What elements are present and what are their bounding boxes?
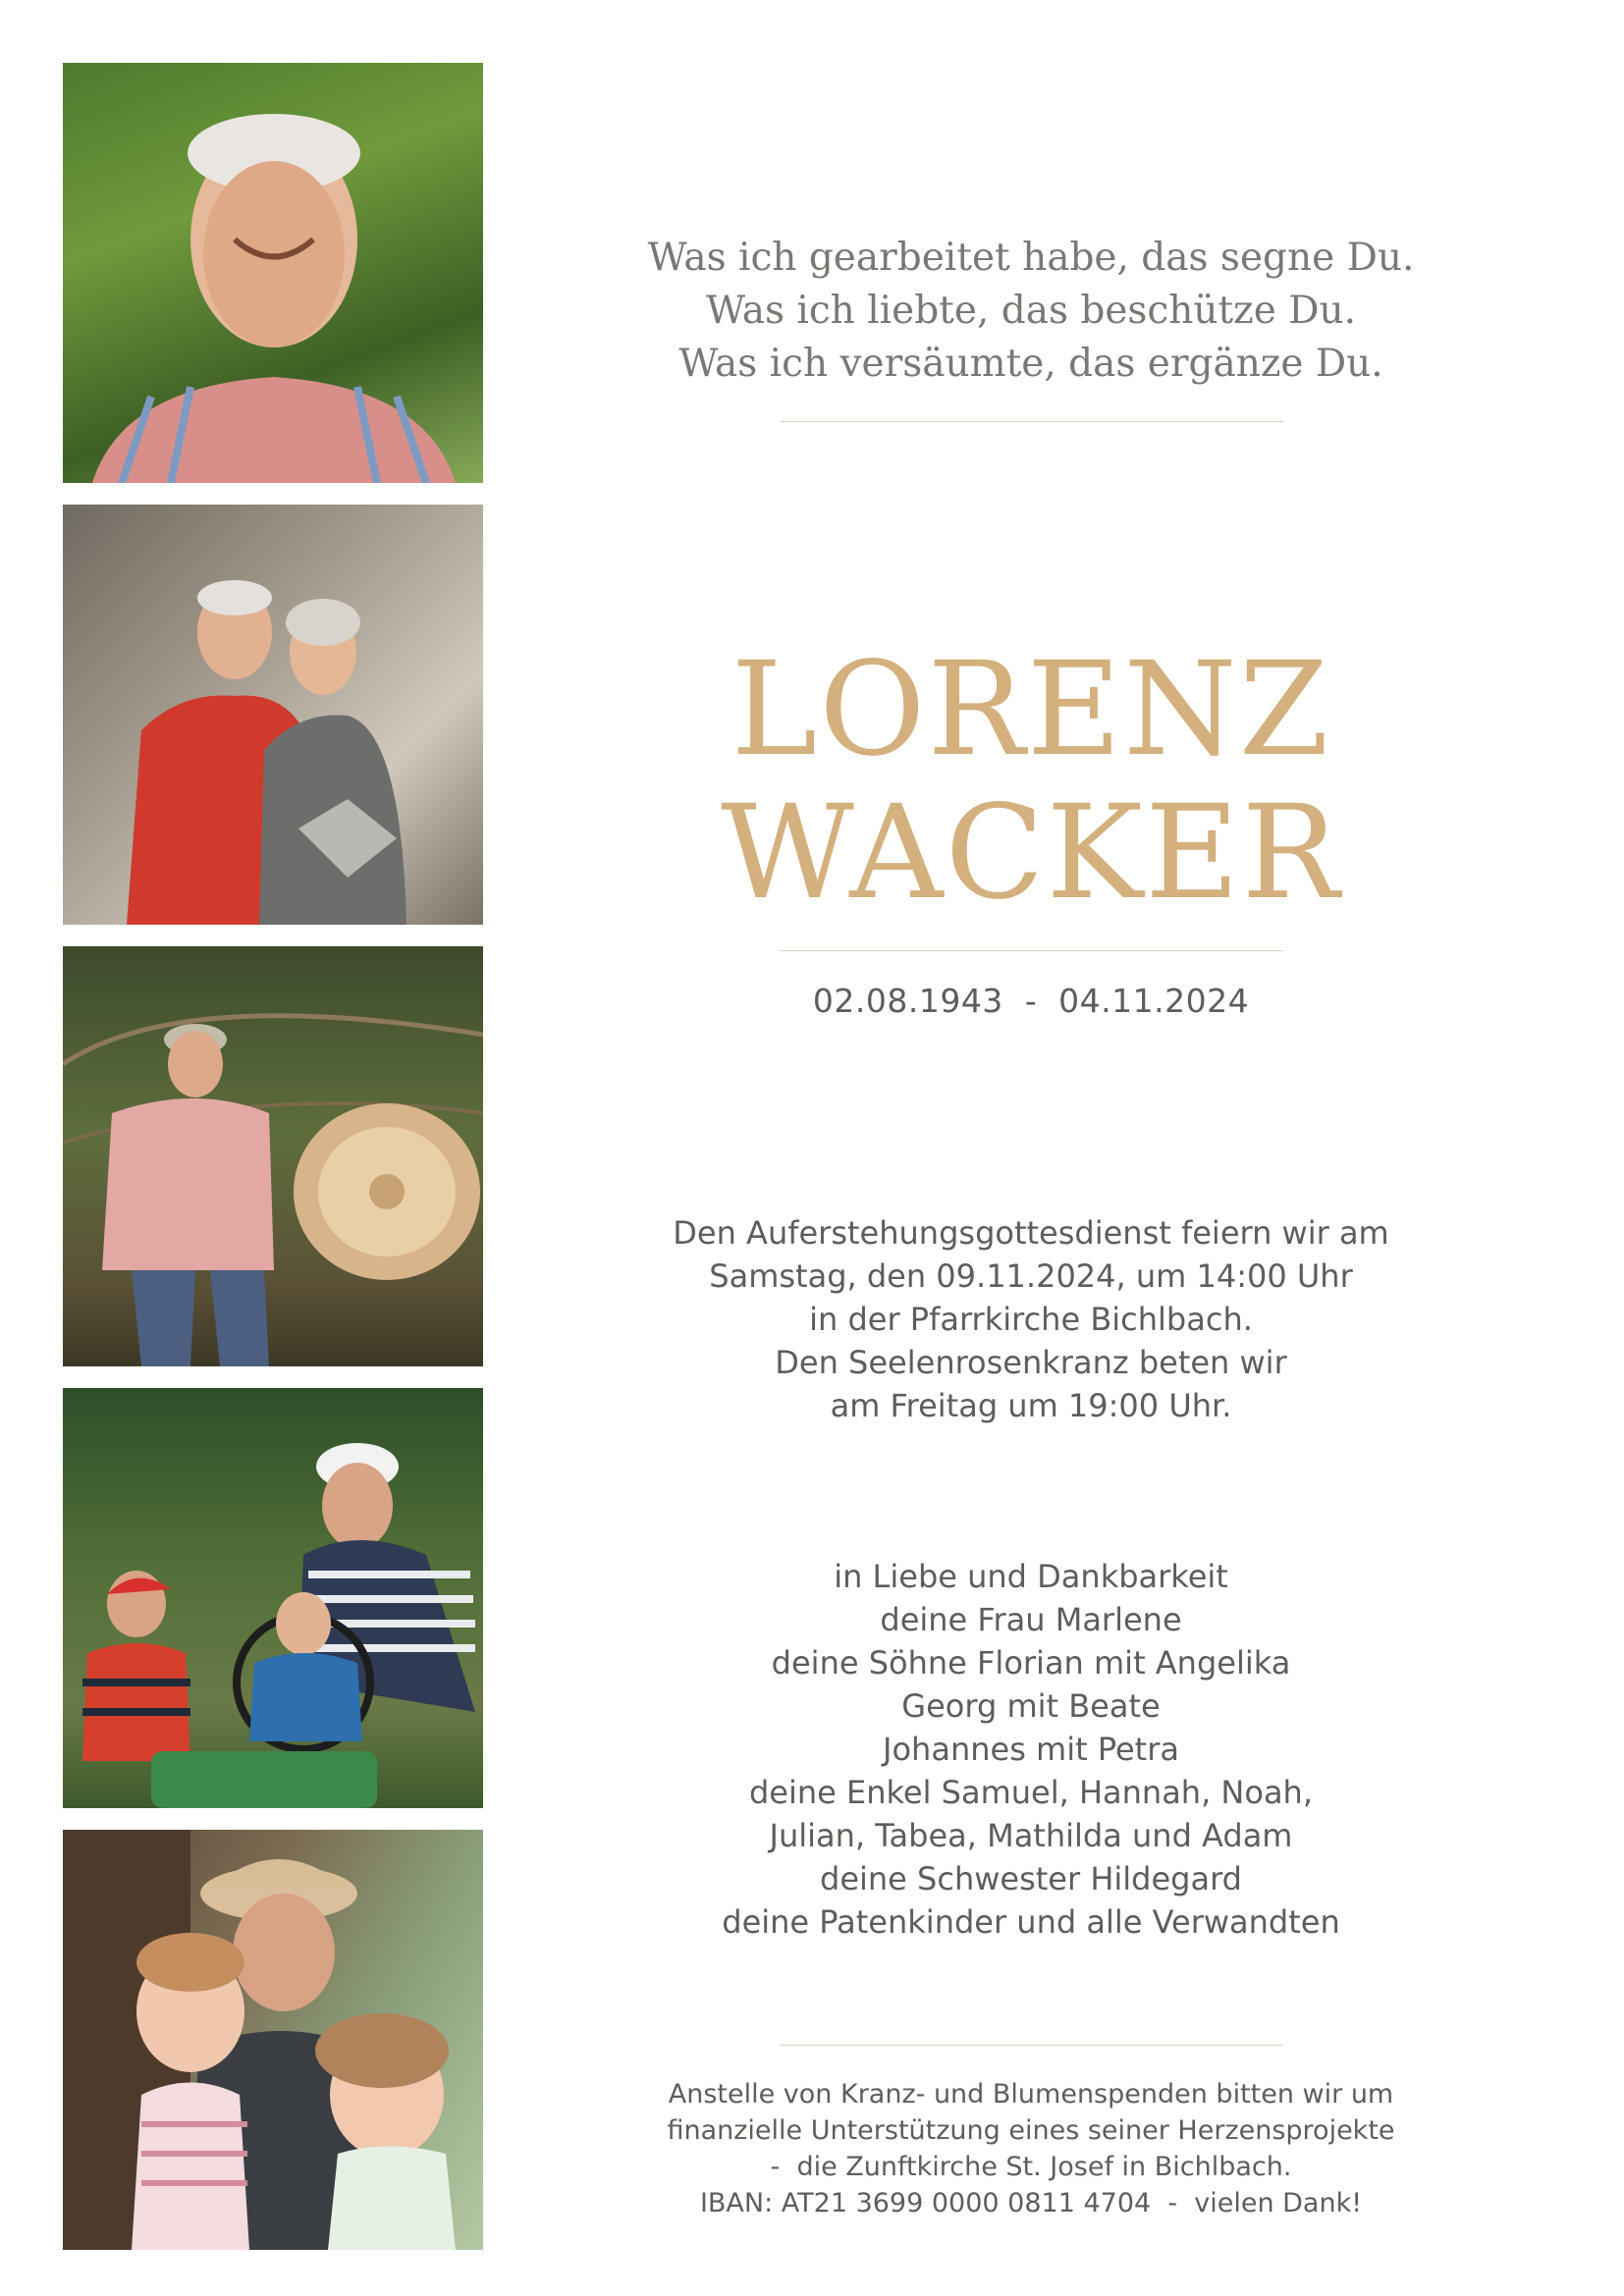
photo-column xyxy=(63,63,483,2271)
verse-line: Was ich versäumte, das ergänze Du. xyxy=(678,342,1383,386)
family-line: deine Enkel Samuel, Hannah, Noah, xyxy=(748,1774,1313,1811)
donation-line: Anstelle von Kranz- und Blumenspenden bitten wir um xyxy=(668,2079,1394,2109)
dates-text: 02.08.1943 - 04.11.2024 xyxy=(812,982,1250,1020)
service-info xyxy=(589,1211,1473,1427)
iban-line: IBAN: AT21 3699 0000 0811 4704 - vielen Dank! xyxy=(699,2188,1363,2218)
woodcutter-photo xyxy=(63,946,483,1366)
last-name: WACKER xyxy=(721,777,1341,929)
verse-block xyxy=(589,232,1473,391)
tractor-photo xyxy=(63,1388,483,1808)
service-line: Den Seelenrosenkranz beten wir xyxy=(775,1344,1287,1381)
deceased-name xyxy=(589,634,1473,929)
first-name: LORENZ xyxy=(731,634,1331,785)
divider xyxy=(781,421,1283,422)
verse-line: Was ich gearbeitet habe, das segne Du. xyxy=(647,236,1415,280)
donation-note xyxy=(589,2076,1473,2221)
family-line: Georg mit Beate xyxy=(901,1687,1161,1725)
service-line: am Freitag um 19:00 Uhr. xyxy=(830,1387,1232,1424)
divider xyxy=(781,950,1283,951)
family-line: deine Söhne Florian mit Angelika xyxy=(771,1644,1291,1682)
family-line: Johannes mit Petra xyxy=(883,1731,1179,1768)
family-line: deine Patenkinder und alle Verwandten xyxy=(722,1903,1340,1941)
grandchildren-photo xyxy=(63,1830,483,2250)
couple-photo xyxy=(63,505,483,925)
verse-line: Was ich liebte, das beschütze Du. xyxy=(706,289,1356,333)
donation-line: - die Zunftkirche St. Josef in Bichlbach. xyxy=(770,2152,1292,2182)
family-line: deine Schwester Hildegard xyxy=(820,1860,1242,1897)
portrait-photo xyxy=(63,63,483,483)
family-line: deine Frau Marlene xyxy=(880,1601,1182,1638)
family-line: Julian, Tabea, Mathilda und Adam xyxy=(769,1817,1293,1854)
service-line: Den Auferstehungsgottesdienst feiern wir am xyxy=(673,1214,1389,1252)
service-line: in der Pfarrkirche Bichlbach. xyxy=(809,1301,1253,1338)
life-dates xyxy=(589,982,1473,1020)
family-list xyxy=(589,1555,1473,1944)
family-line: in Liebe und Dankbarkeit xyxy=(834,1558,1228,1595)
divider xyxy=(781,2045,1283,2046)
donation-line: finanzielle Unterstützung eines seiner Herzensprojekte xyxy=(667,2115,1395,2146)
service-line: Samstag, den 09.11.2024, um 14:00 Uhr xyxy=(709,1257,1353,1295)
